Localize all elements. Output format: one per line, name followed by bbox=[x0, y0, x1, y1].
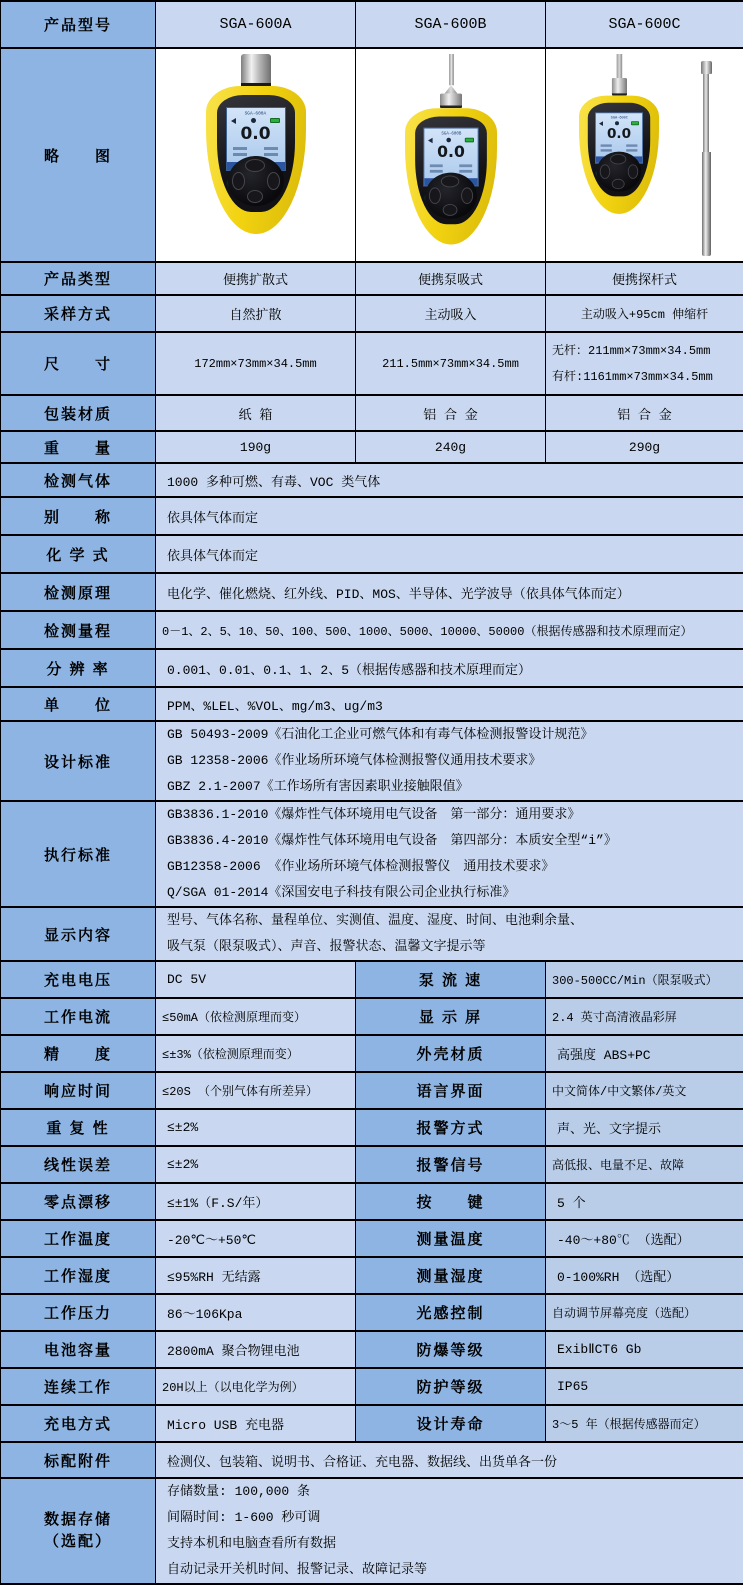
menu-button bbox=[610, 154, 626, 164]
sampling-b: 主动吸入 bbox=[356, 295, 546, 332]
data-storage-line: 自动记录开关机时间、报警记录、故障记录等 bbox=[167, 1557, 732, 1583]
row-label-weight: 重 量 bbox=[1, 431, 156, 463]
row-label-explosion-proof-grade: 防爆等级 bbox=[356, 1331, 546, 1368]
row-label-accuracy: 精 度 bbox=[1, 1035, 156, 1072]
battery-capacity-value: 2800mA 聚合物锂电池 bbox=[156, 1331, 356, 1368]
pump-probe-cone bbox=[444, 85, 457, 93]
row-label-product-type: 产品类型 bbox=[1, 262, 156, 295]
row-label-linearity-error: 线性误差 bbox=[1, 1146, 156, 1183]
charging-voltage-value: DC 5V bbox=[156, 961, 356, 998]
row-label-accessories: 标配附件 bbox=[1, 1442, 156, 1478]
row-label-data-storage bbox=[1, 1478, 156, 1584]
working-temperature-value: -20℃～+50℃ bbox=[156, 1220, 356, 1257]
device-body bbox=[206, 86, 306, 234]
sampling-c: 主动吸入+95cm 伸缩杆 bbox=[546, 295, 743, 332]
repeatability-value: ≤±2% bbox=[156, 1109, 356, 1146]
probe-cap bbox=[611, 78, 626, 96]
measuring-humidity-value: 0-100%RH （选配） bbox=[546, 1257, 743, 1294]
row-label-repeatability: 重 复 性 bbox=[1, 1109, 156, 1146]
detection-principle-value: 电化学、催化燃烧、红外线、PID、MOS、半导体、光学波导（依具体气体而定） bbox=[156, 573, 743, 611]
resolution-value: 0.001、0.01、0.1、1、2、5（根据传感器和技术原理而定） bbox=[156, 649, 743, 687]
zero-drift-value: ≤±1%（F.S/年） bbox=[156, 1183, 356, 1220]
weight-b: 240g bbox=[356, 431, 546, 463]
model-name-a: SGA-600A bbox=[156, 1, 356, 48]
model-name-c: SGA-600C bbox=[546, 1, 743, 48]
language-value: 中文简体/中文繁体/英文 bbox=[546, 1072, 743, 1109]
charging-method-value: Micro USB 充电器 bbox=[156, 1405, 356, 1442]
screen-reading: 0.0 bbox=[606, 127, 630, 142]
enter-button bbox=[442, 204, 457, 216]
pump-probe-rod bbox=[448, 54, 453, 85]
row-label-zero-drift: 零点漂移 bbox=[1, 1183, 156, 1220]
row-label-dimensions: 尺 寸 bbox=[1, 332, 156, 395]
speaker-icon bbox=[428, 137, 433, 143]
packaging-c: 铝 合 金 bbox=[546, 395, 743, 431]
linearity-error-value: ≤±2% bbox=[156, 1146, 356, 1183]
execution-standard-line: Q/SGA 01-2014《深国安电子科技有限公司企业执行标准》 bbox=[167, 880, 732, 906]
packaging-b: 铝 合 金 bbox=[356, 395, 546, 431]
fan-icon bbox=[251, 118, 256, 123]
execution-standard-line: GB12358-2006 《作业场所环境气体检测报警仪 通用技术要求》 bbox=[167, 854, 732, 880]
screen-model-text: SGA-600B bbox=[441, 131, 461, 136]
row-label-detection-principle: 检测原理 bbox=[1, 573, 156, 611]
right-button bbox=[461, 187, 473, 204]
chemical-formula-value: 依具体气体而定 bbox=[156, 535, 743, 573]
dimensions-c bbox=[546, 332, 743, 395]
device-front-panel bbox=[587, 103, 649, 197]
unit-value: PPM、%LEL、%VOL、mg/m3、ug/m3 bbox=[156, 687, 743, 721]
telescopic-rod-lower bbox=[702, 152, 711, 256]
design-standard-line: GB 12358-2006《作业场所环境气体检测报警仪通用技术要求》 bbox=[167, 748, 732, 774]
row-label-product-model: 产品型号 bbox=[1, 1, 156, 48]
accuracy-value: ≤±3%（依检测原理而变） bbox=[156, 1035, 356, 1072]
row-label-response-time: 响应时间 bbox=[1, 1072, 156, 1109]
dimensions-a: 172mm×73mm×34.5mm bbox=[156, 332, 356, 395]
pump-probe-cap bbox=[439, 94, 461, 109]
display-screen-value: 2.4 英寸高清液晶彩屏 bbox=[546, 998, 743, 1035]
row-label-design-standard: 设计标准 bbox=[1, 721, 156, 801]
row-label-execution-standard: 执行标准 bbox=[1, 801, 156, 907]
row-label-design-life: 设计寿命 bbox=[356, 1405, 546, 1442]
battery-icon bbox=[464, 138, 473, 143]
row-label-working-current: 工作电流 bbox=[1, 998, 156, 1035]
design-standard-value bbox=[156, 721, 743, 801]
enter-button bbox=[247, 190, 263, 203]
row-label-protection-grade: 防护等级 bbox=[356, 1368, 546, 1405]
dimensions-c-no-rod: 无杆：211mm×73mm×34.5mm bbox=[552, 338, 737, 364]
row-label-sketch: 略 图 bbox=[1, 48, 156, 262]
telescopic-rod bbox=[700, 61, 712, 256]
shell-material-value: 高强度 ABS+PC bbox=[546, 1035, 743, 1072]
data-storage-label-line: 数据存储 bbox=[3, 1509, 153, 1531]
enter-button bbox=[611, 179, 624, 189]
device-image-sga-600b bbox=[356, 51, 545, 261]
left-button bbox=[232, 172, 245, 190]
speaker-icon bbox=[599, 121, 603, 126]
measuring-temperature-value: -40～+80℃ （选配） bbox=[546, 1220, 743, 1257]
sampling-a: 自然扩散 bbox=[156, 295, 356, 332]
row-label-alias: 别 称 bbox=[1, 497, 156, 535]
row-label-unit: 单 位 bbox=[1, 687, 156, 721]
weight-c: 290g bbox=[546, 431, 743, 463]
product-type-c: 便携探杆式 bbox=[546, 262, 743, 295]
buttons-value: 5 个 bbox=[546, 1183, 743, 1220]
display-content-line: 型号、气体名称、量程单位、实测值、温度、湿度、时间、电池剩余量、 bbox=[167, 908, 732, 934]
screen-model-text: SGA-600A bbox=[245, 111, 267, 116]
execution-standard-line: GB3836.4-2010《爆炸性气体环境用电气设备 第四部分：本质安全型“i”》 bbox=[167, 828, 732, 854]
execution-standard-line: GB3836.1-2010《爆炸性气体环境用电气设备 第一部分：通用要求》 bbox=[167, 802, 732, 828]
fan-icon bbox=[446, 138, 451, 143]
screen-info-row bbox=[430, 164, 472, 167]
screen-reading: 0.0 bbox=[240, 125, 270, 144]
row-label-buttons: 按 键 bbox=[356, 1183, 546, 1220]
sensor-cap bbox=[241, 54, 271, 86]
working-humidity-value: ≤95%RH 无结露 bbox=[156, 1257, 356, 1294]
keypad bbox=[425, 173, 477, 219]
dimensions-c-with-rod: 有杆:1161mm×73mm×34.5mm bbox=[552, 364, 737, 390]
data-storage-label-line: （选配） bbox=[3, 1531, 153, 1553]
right-button bbox=[267, 172, 280, 190]
left-button bbox=[428, 187, 440, 204]
battery-icon bbox=[630, 121, 638, 125]
device-image-sga-600c bbox=[546, 51, 743, 254]
row-label-light-control: 光感控制 bbox=[356, 1294, 546, 1331]
row-label-detected-gas: 检测气体 bbox=[1, 463, 156, 497]
row-label-continuous-work: 连续工作 bbox=[1, 1368, 156, 1405]
device-body bbox=[405, 108, 497, 244]
sketch-cell-sga-600b bbox=[356, 48, 546, 262]
sketch-cell-sga-600a bbox=[156, 48, 356, 262]
pump-flow-value: 300-500CC/Min（限泵吸式） bbox=[546, 961, 743, 998]
data-storage-line: 支持本机和电脑查看所有数据 bbox=[167, 1531, 732, 1557]
row-label-working-temperature: 工作温度 bbox=[1, 1220, 156, 1257]
battery-icon bbox=[270, 118, 280, 123]
alarm-signal-value: 高低报、电量不足、故障 bbox=[546, 1146, 743, 1183]
display-content-value bbox=[156, 907, 743, 961]
keypad bbox=[228, 156, 284, 206]
row-label-display-content: 显示内容 bbox=[1, 907, 156, 961]
row-label-shell-material: 外壳材质 bbox=[356, 1035, 546, 1072]
product-type-b: 便携泵吸式 bbox=[356, 262, 546, 295]
protection-grade-value: IP65 bbox=[546, 1368, 743, 1405]
row-label-working-humidity: 工作湿度 bbox=[1, 1257, 156, 1294]
light-control-value: 自动调节屏幕亮度（选配） bbox=[546, 1294, 743, 1331]
telescopic-rod-tip bbox=[701, 61, 712, 74]
row-label-language: 语言界面 bbox=[356, 1072, 546, 1109]
row-label-charging-voltage: 充电电压 bbox=[1, 961, 156, 998]
device-front-panel bbox=[415, 117, 487, 225]
sketch-cell-sga-600c bbox=[546, 48, 743, 262]
row-label-sampling-method: 采样方式 bbox=[1, 295, 156, 332]
row-label-packaging-material: 包装材质 bbox=[1, 395, 156, 431]
row-label-chemical-formula: 化 学 式 bbox=[1, 535, 156, 573]
model-name-b: SGA-600B bbox=[356, 1, 546, 48]
design-standard-line: GB 50493-2009《石油化工企业可燃气体和有毒气体检测报警设计规范》 bbox=[167, 722, 732, 748]
screen-reading: 0.0 bbox=[437, 144, 465, 161]
product-type-a: 便携扩散式 bbox=[156, 262, 356, 295]
data-storage-line: 存储数量: 100,000 条 bbox=[167, 1479, 732, 1505]
speaker-icon bbox=[231, 118, 236, 124]
device-front-panel bbox=[217, 95, 295, 212]
explosion-proof-grade-value: ExibⅡCT6 Gb bbox=[546, 1331, 743, 1368]
response-time-value: ≤20S （个别气体有所差异） bbox=[156, 1072, 356, 1109]
execution-standard-value bbox=[156, 801, 743, 907]
alias-value: 依具体气体而定 bbox=[156, 497, 743, 535]
row-label-pump-flow: 泵 流 速 bbox=[356, 961, 546, 998]
probe-rod bbox=[616, 54, 622, 78]
row-label-measuring-temperature: 测量温度 bbox=[356, 1220, 546, 1257]
fan-icon bbox=[615, 121, 619, 125]
accessories-value: 检测仪、包装箱、说明书、合格证、充电器、数据线、出货单各一份 bbox=[156, 1442, 743, 1478]
detection-range-value: 0－1、2、5、10、50、100、500、1000、5000、10000、50000（根据传感器和技术原理而定） bbox=[156, 611, 743, 649]
design-standard-line: GBZ 2.1-2007《工作场所有害因素职业接触限值》 bbox=[167, 774, 732, 800]
data-storage-value bbox=[156, 1478, 743, 1584]
row-label-working-pressure: 工作压力 bbox=[1, 1294, 156, 1331]
row-label-battery-capacity: 电池容量 bbox=[1, 1331, 156, 1368]
dimensions-b: 211.5mm×73mm×34.5mm bbox=[356, 332, 546, 395]
device-body bbox=[579, 96, 659, 214]
menu-button bbox=[245, 159, 265, 172]
continuous-work-value: 20H以上（以电化学为例） bbox=[156, 1368, 356, 1405]
weight-a: 190g bbox=[156, 431, 356, 463]
row-label-measuring-humidity: 测量湿度 bbox=[356, 1257, 546, 1294]
working-current-value: ≤50mA（依检测原理而变） bbox=[156, 998, 356, 1035]
row-label-detection-range: 检测量程 bbox=[1, 611, 156, 649]
row-label-charging-method: 充电方式 bbox=[1, 1405, 156, 1442]
alarm-mode-value: 声、光、文字提示 bbox=[546, 1109, 743, 1146]
packaging-a: 纸 箱 bbox=[156, 395, 356, 431]
device-image-sga-600a bbox=[156, 51, 355, 234]
detected-gas-value: 1000 多种可燃、有毒、VOC 类气体 bbox=[156, 463, 743, 497]
data-storage-line: 间隔时间: 1-600 秒可调 bbox=[167, 1505, 732, 1531]
row-label-alarm-signal: 报警信号 bbox=[356, 1146, 546, 1183]
telescopic-rod-upper bbox=[703, 74, 709, 152]
working-pressure-value: 86～106Kpa bbox=[156, 1294, 356, 1331]
menu-button bbox=[440, 175, 458, 187]
row-label-resolution: 分 辨 率 bbox=[1, 649, 156, 687]
screen-info-row bbox=[600, 144, 636, 146]
design-life-value: 3～5 年（根据传感器而定） bbox=[546, 1405, 743, 1442]
screen-model-text: SGA-600C bbox=[610, 116, 627, 120]
screen-info-row bbox=[233, 147, 278, 150]
left-button bbox=[599, 164, 609, 178]
right-button bbox=[627, 164, 637, 178]
keypad bbox=[596, 152, 641, 192]
row-label-display-screen: 显 示 屏 bbox=[356, 998, 546, 1035]
display-content-line: 吸气泵（限泵吸式）、声音、报警状态、温馨文字提示等 bbox=[167, 934, 732, 960]
row-label-alarm-mode: 报警方式 bbox=[356, 1109, 546, 1146]
